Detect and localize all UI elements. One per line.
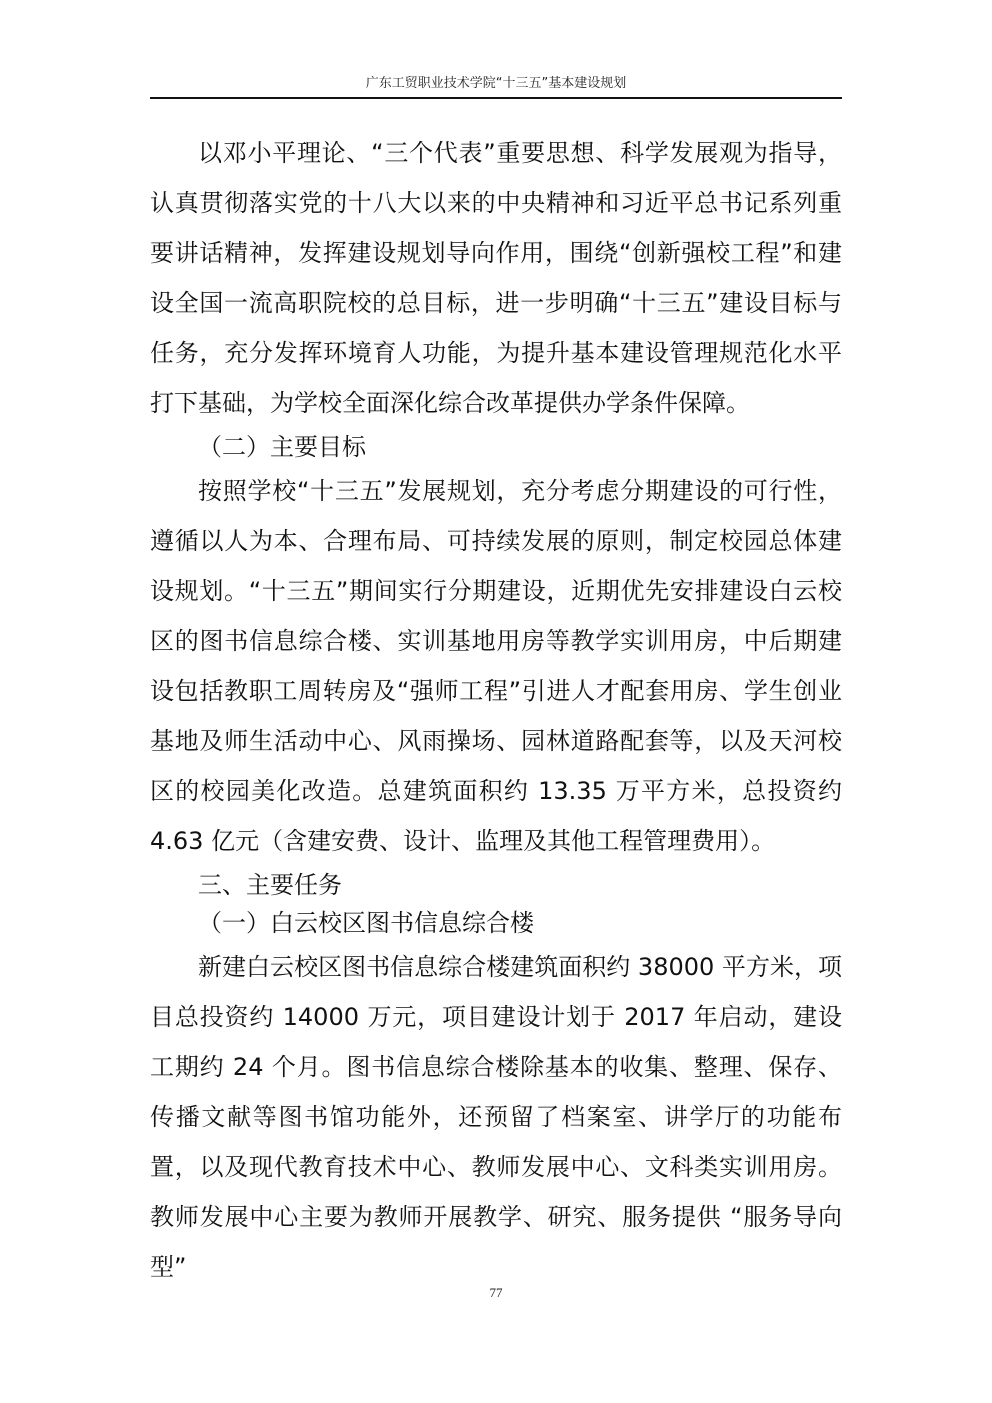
paragraph-library-building: 新建白云校区图书信息综合楼建筑面积约 38000 平方米，项目总投资约 14000 万元，项目建设计划于 2017 年启动，建设工期约 24 个月。图书信息综合楼除基本的收集、整理、保存、传播文献等图书馆功能外，还预留了档案室、讲学厅的功能布置，以及现代教育技术中心、教师发展中心、文科类实训用房。教师发展中心主要为教师开展教学、研究、服务提供 “服务导向型” bbox=[150, 953, 842, 1281]
section-heading-main-goals: （二）主要目标 bbox=[198, 433, 366, 461]
paragraph-main-goals: 按照学校“十三五”发展规划，充分考虑分期建设的可行性，遵循以人为本、合理布局、可持续发展的原则，制定校园总体建设规划。“十三五”期间实行分期建设，近期优先安排建设白云校区的图书信息综合楼、实训基地用房等教学实训用房，中后期建设包括教职工周转房及“强师工程”引进人才配套用房、学生创业基地及师生活动中心、风雨操场、园林道路配套等，以及天河校区的校园美化改造。总建筑面积约 13.35 万平方米，总投资约 4.63 亿元（含建安费、设计、监理及其他工程管理费用）。 bbox=[150, 477, 842, 855]
header-divider bbox=[150, 97, 842, 99]
page-number: 77 bbox=[489, 1285, 503, 1300]
subsection-heading-library-building: （一）白云校区图书信息综合楼 bbox=[198, 909, 534, 937]
running-header-title: 广东工贸职业技术学院“十三五”基本建设规划 bbox=[365, 76, 627, 91]
document-body bbox=[150, 128, 842, 1292]
section-heading-main-tasks: 三、主要任务 bbox=[198, 871, 342, 899]
paragraph-guiding-ideology: 以邓小平理论、“三个代表”重要思想、科学发展观为指导，认真贯彻落实党的十八大以来的中央精神和习近平总书记系列重要讲话精神，发挥建设规划导向作用，围绕“创新强校工程”和建设全国一流高职院校的总目标，进一步明确“十三五”建设目标与任务，充分发挥环境育人功能，为提升基本建设管理规范化水平打下基础，为学校全面深化综合改革提供办学条件保障。 bbox=[150, 139, 842, 417]
